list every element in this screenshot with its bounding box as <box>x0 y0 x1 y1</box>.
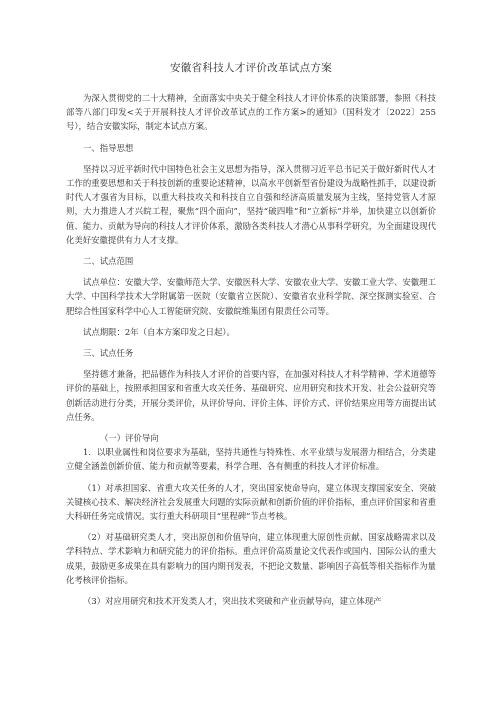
section-heading-pilot-tasks: 三、试点任务 <box>83 348 134 359</box>
section-heading-pilot-scope: 二、试点范围 <box>83 256 134 267</box>
guiding-ideology-paragraph: 坚持以习近平新时代中国特色社会主义思想为指导，深入贯彻习近平总书记关于做好新时代人才工作的重要思想和关于科技创新的重要论述精神，以高水平创新型省份建设为战略性抓手，以建设新时代人才强省为目标，以重大科技攻关和科技自立自强和经济高质量发展为主线，坚持党管人才原则，大力推进人才兴皖工程，聚焦“四个面向”，坚持“破四唯”和“立新标”并举，加快建立以创新价值、能力、贡献为导向的科技人才评价体系，激励各类科技人才潜心从事科学研究，为全面建设现代化美好安徽提供有力人才支撑。 <box>66 163 436 245</box>
item-1-1-paragraph: （1）对承担国家、省重大攻关任务的人才，突出国家使命导向，建立体现支撑国家安全、突破关键核心技术、解决经济社会发展重大问题的实际贡献和创新价值的评价指标，重点评价国家和省重大科研任务完成情况。实行重大科研项目“里程碑”节点考核。 <box>66 482 436 522</box>
item-1-3-paragraph: （3）对应用研究和技术开发类人才，突出技术突破和产业贡献导向，建立体现产 <box>83 596 382 607</box>
document-title: 安徽省科技人才评价改革试点方案 <box>170 62 332 74</box>
item-1-paragraph: 1．以职业属性和岗位要求为基础，坚持共通性与特殊性、水平业绩与发展潜力相结合，分类建立健全涵盖创新价值、能力和贡献等要素，科学合理、各有侧重的科技人才评价标准。 <box>66 447 436 472</box>
pilot-tasks-paragraph: 坚持德才兼备，把品德作为科技人才评价的首要内容，在加强对科技人才科学精神、学术道德等评价的基础上，按照承担国家和省重大攻关任务、基础研究、应用研究和技术开发、社会公益研究等创新活动进行分类，开展分类评价，从评价导向、评价主体、评价方式、评价结果应用等方面提出试点任务。 <box>66 369 436 422</box>
section-heading-guiding-ideology: 一、指导思想 <box>83 142 134 153</box>
pilot-units-paragraph: 试点单位：安徽大学、安徽师范大学、安徽医科大学、安徽农业大学、安徽工业大学、安徽理工大学、中国科学技术大学附属第一医院（安徽省立医院）、安徽省农业科学院、深空探测实验室、合肥综合性国家科学中心人工智能研究院、安徽皖维集团有限责任公司等。 <box>66 277 436 316</box>
intro-paragraph: 为深入贯彻党的二十大精神，全面落实中央关于健全科技人才评价体系的决策部署，参照《科技部等八部门印发<关于开展科技人才评价改革试点的工作方案>的通知》（国科发才〔2022〕255号），结合安徽实际，制定本试点方案。 <box>66 93 436 132</box>
pilot-period-paragraph: 试点期限：2年（自本方案印发之日起）。 <box>83 326 235 337</box>
subsection-heading-evaluation-orientation: （一）评价导向 <box>100 433 159 444</box>
item-1-2-paragraph: （2）对基础研究类人才，突出原创和价值导向，建立体现重大原创性贡献、国家战略需求以及学科特点、学术影响力和研究能力的评价指标。重点评价高质量论文代表作或国内、国际公认的重大成果，鼓励更多成果在具有影响力的国内期刊发表，不把论文数量、影响因子高低等相关指标作为量化考核评价指标。 <box>66 532 436 585</box>
